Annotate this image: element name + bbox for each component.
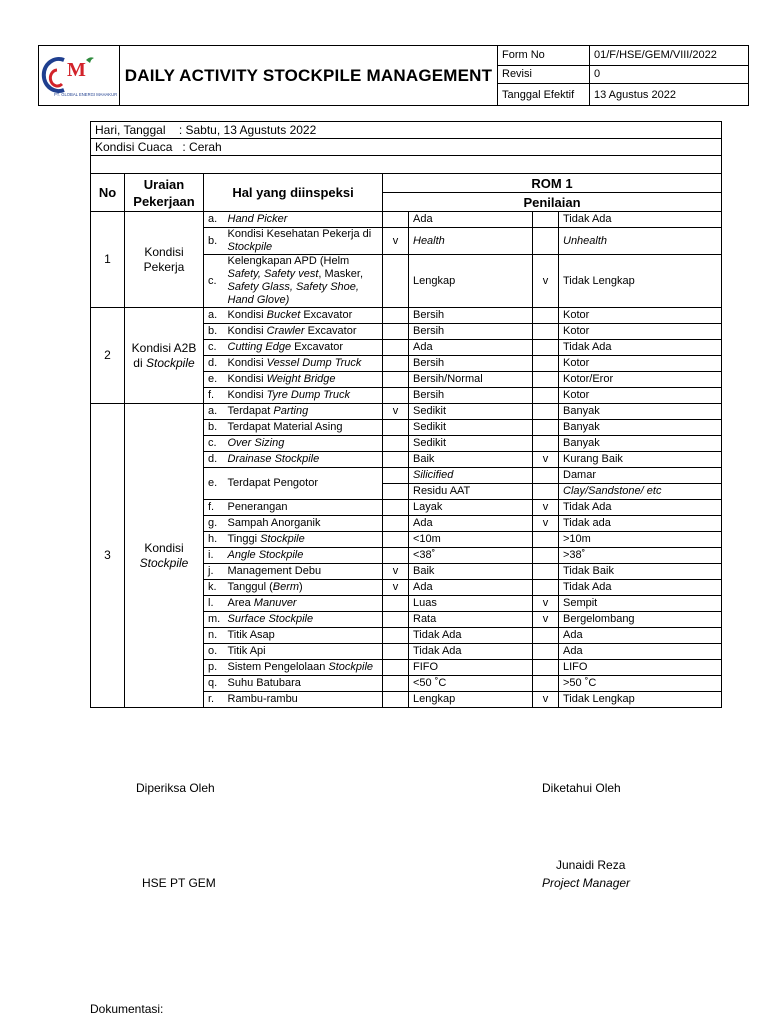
revisi-label: Revisi [498,65,590,84]
item-letter: k. [204,580,226,596]
check-option-2 [533,548,559,564]
table-row [91,212,722,228]
check-option-2 [533,468,559,484]
option-1: FIFO [409,660,533,676]
option-2: Kotor [559,308,722,324]
check-option-1 [383,548,409,564]
check-option-1 [383,388,409,404]
check-option-1 [383,692,409,708]
check-option-2 [533,340,559,356]
check-option-1 [383,484,409,500]
option-1: Bersih [409,388,533,404]
option-2: Clay/Sandstone/ etc [559,484,722,500]
item-letter: a. [204,308,226,324]
item-letter: c. [204,255,226,308]
option-2: Tidak Ada [559,340,722,356]
hse-label: HSE PT GEM [142,876,216,890]
item-description: Kondisi Bucket Excavator [226,308,383,324]
check-option-1 [383,612,409,628]
item-description: Kondisi Crawler Excavator [226,324,383,340]
check-option-2 [533,676,559,692]
document-header [38,45,749,106]
option-2: Banyak [559,436,722,452]
option-2: Banyak [559,404,722,420]
item-description: Terdapat Parting [226,404,383,420]
option-1: Ada [409,580,533,596]
check-option-1: v [383,564,409,580]
group-name: Kondisi A2B di Stockpile [125,308,204,404]
check-option-2 [533,404,559,420]
diperiksa-oleh: Diperiksa Oleh [136,781,215,795]
item-description: Kondisi Kesehatan Pekerja di Stockpile [226,228,383,255]
option-2: Damar [559,468,722,484]
svg-text:PT. GLOBAL ENERGI MAHAKUR: PT. GLOBAL ENERGI MAHAKUR [54,92,118,97]
check-option-1: v [383,228,409,255]
group-name: Kondisi Pekerja [125,212,204,308]
check-option-2: v [533,516,559,532]
check-option-1 [383,628,409,644]
item-description: Tinggi Stockpile [226,532,383,548]
item-description: Kelengkapan APD (Helm Safety, Safety vest, Masker, Safety Glass, Safety Shoe, Hand Glove) [226,255,383,308]
check-option-1: v [383,404,409,420]
option-2: >38˚ [559,548,722,564]
item-letter: c. [204,340,226,356]
option-1: <10m [409,532,533,548]
check-option-2 [533,324,559,340]
item-letter: o. [204,644,226,660]
col-uraian: Uraian Pekerjaan [125,174,204,212]
item-letter: q. [204,676,226,692]
svg-text:M: M [67,59,86,81]
check-option-2 [533,356,559,372]
form-no-value: 01/F/HSE/GEM/VIII/2022 [590,46,749,66]
check-option-1 [383,660,409,676]
option-1: Rata [409,612,533,628]
check-option-1 [383,340,409,356]
item-letter: e. [204,468,226,500]
option-2: >50 ˚C [559,676,722,692]
check-option-1 [383,644,409,660]
kondisi-cuaca: Kondisi Cuaca : Cerah [91,139,722,156]
option-2: Tidak Lengkap [559,692,722,708]
item-letter: m. [204,612,226,628]
item-letter: l. [204,596,226,612]
spacer-row [91,156,722,174]
item-letter: d. [204,452,226,468]
check-option-2: v [533,452,559,468]
option-2: Sempit [559,596,722,612]
option-2: Tidak Ada [559,580,722,596]
group-number: 1 [91,212,125,308]
option-1: Layak [409,500,533,516]
item-description: Titik Asap [226,628,383,644]
item-description: Kondisi Vessel Dump Truck [226,356,383,372]
check-option-1 [383,308,409,324]
item-letter: d. [204,356,226,372]
check-option-2 [533,580,559,596]
option-1: Baik [409,452,533,468]
tanggal-efektif-label: Tanggal Efektif [498,84,590,106]
option-1: Sedikit [409,404,533,420]
option-1: <38˚ [409,548,533,564]
option-1: Bersih [409,356,533,372]
table-row [91,308,722,324]
check-option-2 [533,564,559,580]
option-1: Silicified [409,468,533,484]
option-1: Tidak Ada [409,628,533,644]
check-option-1 [383,532,409,548]
check-option-2: v [533,255,559,308]
option-1: <50 ˚C [409,676,533,692]
option-1: Ada [409,516,533,532]
item-letter: f. [204,500,226,516]
check-option-2 [533,628,559,644]
check-option-1 [383,516,409,532]
check-option-2 [533,532,559,548]
option-2: Tidak Ada [559,212,722,228]
tanggal-efektif-value: 13 Agustus 2022 [590,84,749,106]
option-1: Tidak Ada [409,644,533,660]
item-description: Titik Api [226,644,383,660]
item-letter: e. [204,372,226,388]
item-letter: f. [204,388,226,404]
group-number: 3 [91,404,125,708]
check-option-2 [533,484,559,500]
option-1: Ada [409,340,533,356]
item-description: Penerangan [226,500,383,516]
item-letter: j. [204,564,226,580]
item-description: Angle Stockpile [226,548,383,564]
item-letter: b. [204,324,226,340]
check-option-2 [533,212,559,228]
option-2: Tidak Lengkap [559,255,722,308]
item-letter: g. [204,516,226,532]
option-2: >10m [559,532,722,548]
option-1: Ada [409,212,533,228]
item-letter: c. [204,436,226,452]
item-description: Sampah Anorganik [226,516,383,532]
option-2: LIFO [559,660,722,676]
item-letter: b. [204,228,226,255]
item-letter: a. [204,404,226,420]
option-2: Tidak ada [559,516,722,532]
check-option-2 [533,660,559,676]
item-description: Tanggul (Berm) [226,580,383,596]
item-description: Terdapat Pengotor [226,468,383,500]
check-option-1 [383,324,409,340]
item-letter: b. [204,420,226,436]
option-2: Tidak Baik [559,564,722,580]
item-description: Surface Stockpile [226,612,383,628]
form-no-label: Form No [498,46,590,66]
option-1: Sedikit [409,420,533,436]
option-1: Bersih [409,324,533,340]
check-option-2 [533,420,559,436]
check-option-1 [383,420,409,436]
check-option-2: v [533,596,559,612]
option-2: Ada [559,644,722,660]
check-option-2: v [533,500,559,516]
option-1: Sedikit [409,436,533,452]
check-option-1 [383,596,409,612]
hari-tanggal: Hari, Tanggal : Sabtu, 13 Agustuts 2022 [91,122,722,139]
company-logo [39,46,120,106]
item-description: Cutting Edge Excavator [226,340,383,356]
check-option-1 [383,500,409,516]
option-2: Kotor/Eror [559,372,722,388]
check-option-2 [533,644,559,660]
option-2: Kurang Baik [559,452,722,468]
check-option-1 [383,468,409,484]
table-row [91,404,722,420]
signer-role: Project Manager [542,876,631,890]
option-1: Health [409,228,533,255]
item-description: Area Manuver [226,596,383,612]
col-no: No [91,174,125,212]
option-1: Lengkap [409,255,533,308]
item-description: Management Debu [226,564,383,580]
group-name: Kondisi Stockpile [125,404,204,708]
option-1: Luas [409,596,533,612]
option-2: Bergelombang [559,612,722,628]
check-option-2: v [533,692,559,708]
item-description: Hand Picker [226,212,383,228]
item-description: Over Sizing [226,436,383,452]
check-option-1 [383,255,409,308]
check-option-1: v [383,580,409,596]
item-letter: p. [204,660,226,676]
option-2: Kotor [559,388,722,404]
item-letter: i. [204,548,226,564]
item-description: Rambu-rambu [226,692,383,708]
option-1: Bersih [409,308,533,324]
check-option-1 [383,372,409,388]
dokumentasi-label: Dokumentasi: [90,1002,164,1016]
revisi-value: 0 [590,65,749,84]
item-letter: a. [204,212,226,228]
check-option-1 [383,356,409,372]
check-option-2 [533,308,559,324]
item-description: Sistem Pengelolaan Stockpile [226,660,383,676]
check-option-1 [383,436,409,452]
item-description: Drainase Stockpile [226,452,383,468]
option-2: Tidak Ada [559,500,722,516]
check-option-2 [533,388,559,404]
option-1: Bersih/Normal [409,372,533,388]
item-letter: h. [204,532,226,548]
col-hal: Hal yang diinspeksi [204,174,383,212]
group-number: 2 [91,308,125,404]
diketahui-oleh: Diketahui Oleh [542,781,621,795]
option-2: Kotor [559,356,722,372]
inspection-table [90,121,722,708]
check-option-1 [383,452,409,468]
item-description: Kondisi Tyre Dump Truck [226,388,383,404]
check-option-2 [533,436,559,452]
col-penilaian: Penilaian [383,193,722,212]
signer-name: Junaidi Reza [556,858,626,872]
document-title: DAILY ACTIVITY STOCKPILE MANAGEMENT [120,46,498,106]
option-1: Lengkap [409,692,533,708]
item-letter: r. [204,692,226,708]
option-2: Ada [559,628,722,644]
option-2: Unhealth [559,228,722,255]
check-option-1 [383,212,409,228]
option-2: Banyak [559,420,722,436]
check-option-1 [383,676,409,692]
col-rom: ROM 1 [383,174,722,193]
item-description: Kondisi Weight Bridge [226,372,383,388]
item-description: Suhu Batubara [226,676,383,692]
option-2: Kotor [559,324,722,340]
option-1: Residu AAT [409,484,533,500]
check-option-2 [533,228,559,255]
item-description: Terdapat Material Asing [226,420,383,436]
option-1: Baik [409,564,533,580]
check-option-2 [533,372,559,388]
item-letter: n. [204,628,226,644]
check-option-2: v [533,612,559,628]
